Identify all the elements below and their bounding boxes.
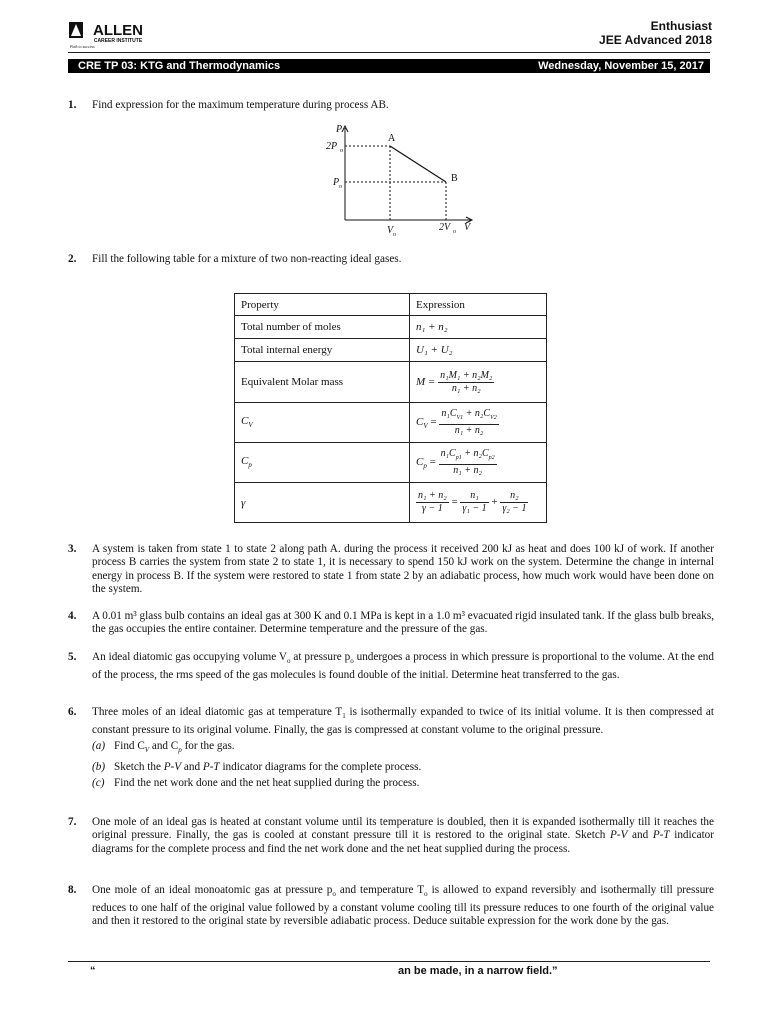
process-ab-line: [390, 146, 446, 182]
batch-name: Enthusiast: [650, 19, 712, 33]
row-expression: $\frac{\text{n₁ + n₂}}{\gamma - 1}$ = $\frac{\text{n₁}}{\text{γ₁ − 1}}$ + $\frac{\text{n₂}}{\text{γ₂ − 1}}$: [410, 483, 547, 523]
question-number: 5.: [68, 651, 77, 663]
table-row: [235, 443, 547, 483]
question-text: One mole of an ideal monoatomic gas at pressure $p_o$ and temperature $T_o$ is allowed to expand reversibly and isothermally till pressure reduces to one half of the original value followed by a constant volume cooling till its pressure reduces to one fourth of the original value and then it restored to the original state by reversible adiabatic process. Deduce suitable expression for the work done by the gas.: [92, 884, 714, 928]
logo-text: ALLEN: [93, 22, 143, 39]
table-row: [235, 483, 547, 523]
row-property: Equivalent Molar mass: [235, 362, 410, 403]
sub-question-c: (c) Find the net work done and the net heat supplied during the process.: [92, 777, 420, 790]
fraction: $\frac{n_1C_{V1} + n_2C_{V2}}{\text{n₁ + n₂}}$: [441, 408, 497, 436]
question-text: Fill the following table for a mixture of two non-reacting ideal gases.: [92, 253, 402, 265]
question-number: 3.: [68, 543, 77, 555]
header-expression: Expression: [410, 294, 547, 316]
fraction: $\frac{\text{n₁}}{\text{γ₁ − 1}}$: [462, 490, 487, 514]
table-row: [235, 403, 547, 443]
sub-question-a: (a) Find $C_V$ and $C_p$ for the gas.: [92, 740, 235, 755]
fraction: $\frac{\text{n₂}}{\text{γ₂ − 1}}$: [502, 490, 527, 514]
logo-tagline: Path to success: [70, 44, 95, 49]
question-text: One mole of an ideal gas is heated at constant volume until its temperature is doubled, then it is expanded isothermally till it reaches the original pressure. Finally, the gas is cooled at constant pressure till it is restored to the original state. Sketch P-V and P-T indicator diagrams for the complete process and find the net work done and the net heat supplied during the process.: [92, 816, 714, 855]
header-rule: [68, 52, 710, 53]
question-text: A 0.01 m³ glass bulb contains an ideal gas at 300 K and 0.1 MPa is kept in a 1.0 m³ evacuated rigid insulated tank. If the glass bulb breaks, the gas occupies the entire container. Determine temperature and the pressure of the gas.: [92, 610, 714, 636]
tick-2p: 2P: [326, 141, 338, 152]
table-header-row: [235, 294, 547, 316]
question-text: Find expression for the maximum temperature during process AB.: [92, 99, 389, 111]
tick-v-sub: o: [393, 232, 396, 236]
lhs: M =: [416, 375, 436, 388]
sub-question-b: (b) Sketch the P-V and P-T indicator diagrams for the complete process.: [92, 760, 422, 773]
footer-rule: [68, 961, 710, 962]
row-property: $C_p$: [235, 443, 410, 483]
question-8: [68, 884, 714, 928]
question-1: [68, 99, 714, 112]
x-axis-label: V: [464, 222, 471, 233]
row-expression: U₁ + U₂: [410, 339, 547, 362]
fraction: [438, 370, 494, 395]
question-7: [68, 816, 714, 856]
question-text: Three moles of an ideal diatomic gas at temperature $T_1$ is isothermally expanded to twice of its initial volume. It is then compressed at constant pressure to its original volume. Finally, the gas is compressed at constant volume to the original pressure.: [92, 706, 714, 736]
row-property: γ: [235, 483, 410, 523]
row-property: Total number of moles: [235, 316, 410, 339]
row-expression: $C_V$ = $\frac{n_1C_{V1} + n_2C_{V2}}{\text{n₁ + n₂}}$: [410, 403, 547, 443]
tick-2v-sub: o: [453, 229, 456, 235]
fraction: $\frac{\text{n₁ + n₂}}{\gamma - 1}$: [418, 490, 447, 514]
tick-2p-sub: o: [340, 148, 343, 154]
row-expression: [410, 362, 547, 403]
allen-logo: [68, 20, 154, 50]
mixture-table: [234, 293, 547, 523]
question-number: 1.: [68, 99, 77, 111]
pv-graph: [325, 122, 485, 236]
point-a-label: A: [388, 133, 396, 144]
title-bar: [68, 59, 710, 73]
table-row: [235, 316, 547, 339]
point-b-label: B: [451, 173, 458, 184]
table-row: [235, 362, 547, 403]
question-3: [68, 543, 714, 597]
tick-p: P: [333, 177, 340, 188]
question-4: [68, 610, 714, 637]
question-number: 8.: [68, 884, 77, 896]
footer-quote: an be made, in a narrow field.”: [398, 965, 558, 977]
numerator: n₁M₁ + n₂M₂: [440, 369, 493, 381]
question-text: An ideal diatomic gas occupying volume $V_o$ at pressure $p_o$ undergoes a process in which pressure is proportional to the volume. At the end of the process, the rms speed of the gas molecules is found double of the initial. Determine heat transferred to the gas.: [92, 651, 714, 681]
question-number: 2.: [68, 253, 77, 265]
question-5: [68, 651, 714, 682]
denominator: n₁ + n₂: [451, 382, 481, 394]
header-right: [599, 19, 712, 47]
footer-quote-open: “: [90, 965, 96, 977]
tick-v: V: [387, 225, 394, 236]
question-text: A system is taken from state 1 to state 2 along path A. during the process it received 200 kJ as heat and does 100 kJ of work. If another process B carries the system from state 2 to state 1, it is necessary to spend 150 kJ work on the system. Determine the change in internal energy in process B. If the system were restored to state 1 from state 2 by an adiabatic process, how much work would have been done on the system.: [92, 543, 714, 596]
logo-subtext: CAREER INSTITUTE: [93, 38, 143, 44]
test-date: Wednesday, November 15, 2017: [538, 60, 704, 72]
question-number: 7.: [68, 816, 77, 828]
exam-name: JEE Advanced 2018: [599, 33, 712, 47]
question-number: 4.: [68, 610, 77, 622]
test-title: CRE TP 03: KTG and Thermodynamics: [78, 60, 281, 72]
header-property: Property: [235, 294, 410, 316]
question-2: [68, 253, 714, 266]
tick-2v: 2V: [439, 222, 451, 233]
tick-p-sub: o: [339, 184, 342, 190]
question-6: [68, 706, 714, 791]
row-expression: n₁ + n₂: [410, 316, 547, 339]
table-row: [235, 339, 547, 362]
fraction: $\frac{n_1C_{p1} + n_2C_{p2}}{\text{n₁ + n₂}}$: [440, 448, 495, 476]
y-axis-label: P: [336, 124, 343, 135]
row-property: Total internal energy: [235, 339, 410, 362]
row-property: $C_V$: [235, 403, 410, 443]
question-number: 6.: [68, 706, 77, 718]
row-expression: $C_p$ = $\frac{n_1C_{p1} + n_2C_{p2}}{\text{n₁ + n₂}}$: [410, 443, 547, 483]
